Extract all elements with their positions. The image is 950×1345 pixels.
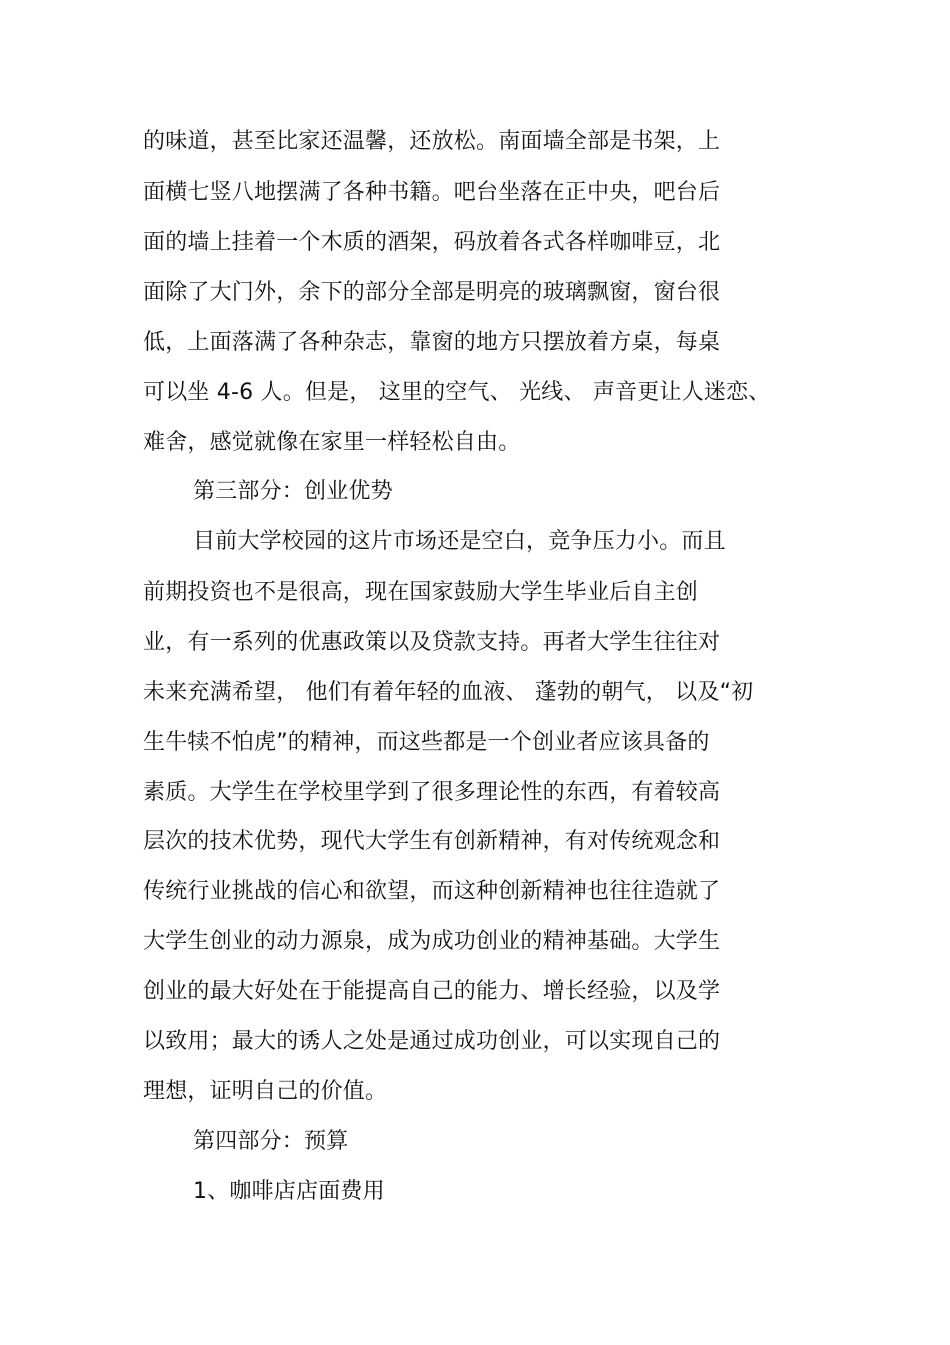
text-line: 创业的最大好处在于能提高自己的能力、增长经验，以及学 (143, 979, 721, 1004)
text-line: 理想，证明自己的价值。 (143, 1079, 388, 1104)
text-line: 业，有一系列的优惠政策以及贷款支持。再者大学生往往对 (143, 630, 721, 655)
text-line: 层次的技术优势，现代大学生有创新精神，有对传统观念和 (143, 829, 721, 854)
text-line: 面除了大门外，余下的部分全部是明亮的玻璃飘窗，窗台很 (143, 280, 721, 305)
text-line: 面的墙上挂着一个木质的酒架，码放着各式各样咖啡豆，北 (143, 230, 721, 255)
text-line: 生牛犊不怕虎”的精神，而这些都是一个创业者应该具备的 (143, 730, 710, 755)
text-line: 以致用；最大的诱人之处是通过成功创业，可以实现自己的 (143, 1029, 721, 1054)
text-line: 前期投资也不是很高，现在国家鼓励大学生毕业后自主创 (143, 580, 699, 605)
text-line: 传统行业挑战的信心和欲望，而这种创新精神也往往造就了 (143, 879, 721, 904)
list-item: 1、咖啡店店面费用 (193, 1179, 385, 1204)
text-line: 可以坐 4-6 人。但是， 这里的空气、 光线、 声音更让人迷恋、 (143, 380, 771, 405)
text-line: 目前大学校园的这片市场还是空白，竞争压力小。而且 (193, 529, 726, 554)
text-line: 大学生创业的动力源泉，成为成功创业的精神基础。大学生 (143, 929, 721, 954)
text-line: 低，上面落满了各种杂志，靠窗的地方只摆放着方桌，每桌 (143, 330, 721, 355)
text-line: 未来充满希望， 他们有着年轻的血液、 蓬勃的朝气， 以及“初 (143, 680, 754, 705)
section-heading: 第三部分：创业优势 (193, 479, 393, 504)
text-line: 的味道，甚至比家还温馨，还放松。南面墙全部是书架，上 (143, 129, 721, 154)
section-heading: 第四部分：预算 (193, 1129, 349, 1154)
text-line: 素质。大学生在学校里学到了很多理论性的东西，有着较高 (143, 780, 721, 805)
text-line: 面横七竖八地摆满了各种书籍。吧台坐落在正中央，吧台后 (143, 180, 721, 205)
text-line: 难舍，感觉就像在家里一样轻松自由。 (143, 430, 521, 455)
